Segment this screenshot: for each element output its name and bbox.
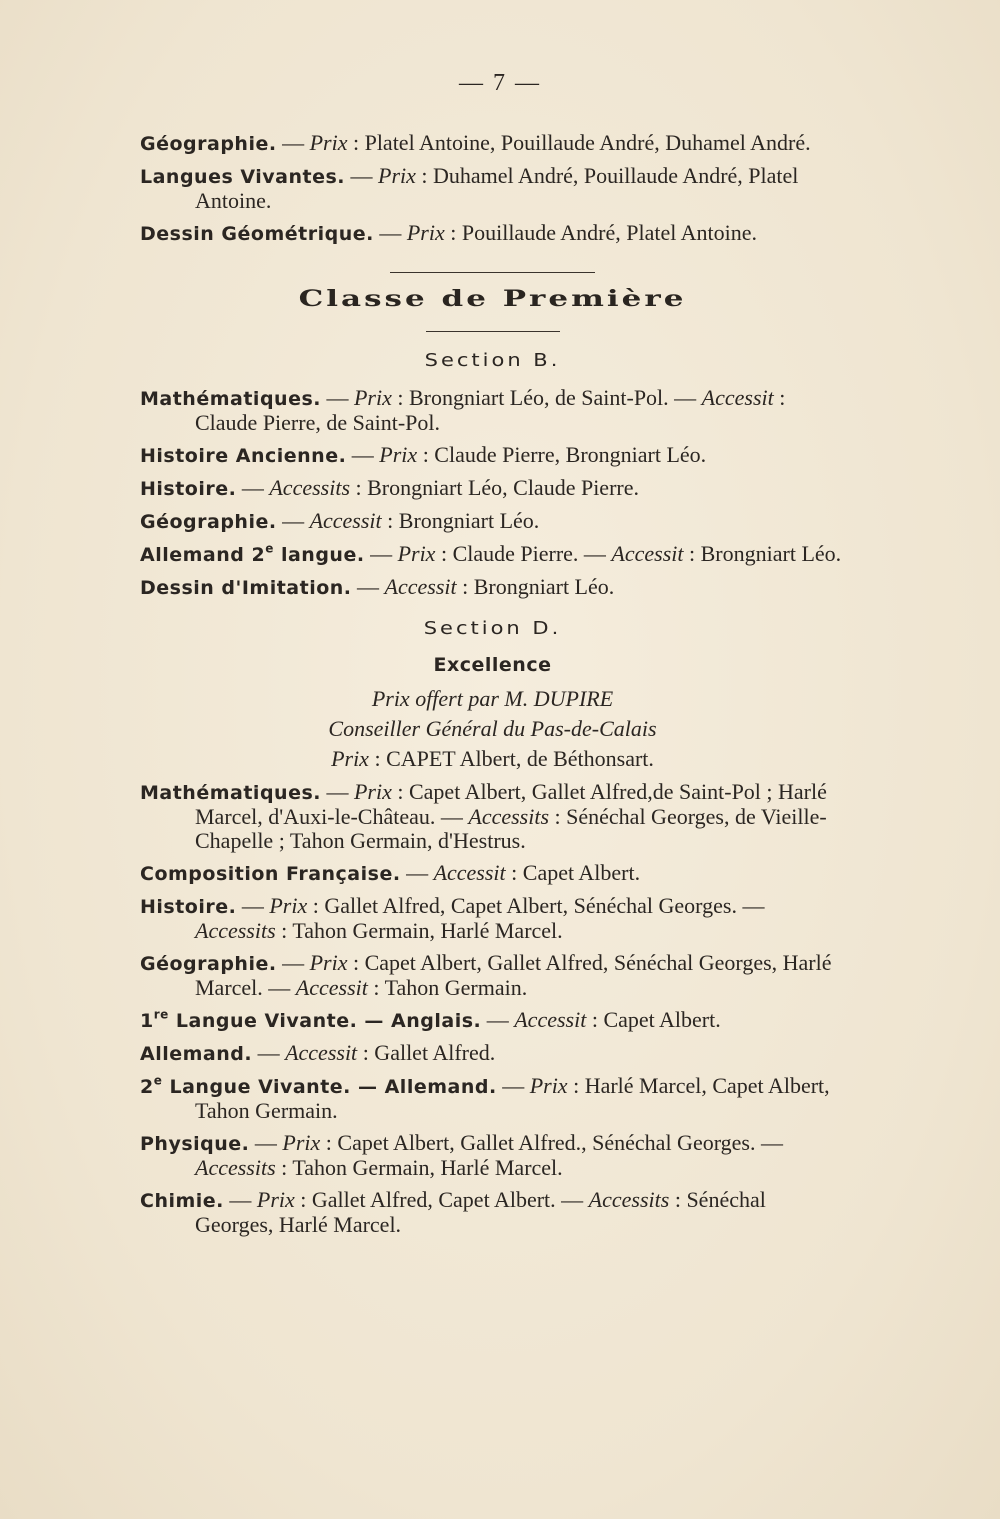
award-text: : Claude Pierre, de Saint-Pol.: [195, 385, 786, 435]
award-label: Prix: [397, 541, 436, 566]
section-d-entries: [140, 780, 845, 1237]
award-text: : Brongniart Léo.: [456, 574, 615, 599]
award-text: : Brongniart Léo, Claude Pierre.: [350, 475, 639, 500]
award-label: Prix: [256, 1187, 295, 1212]
award-text: : Brongniart Léo, de Saint-Pol. —: [391, 385, 702, 410]
prize-winner-text: : CAPET Albert, de Béthonsart.: [368, 746, 654, 771]
subject-name: Langues Vivantes.: [140, 166, 346, 188]
award-label: Prix: [353, 385, 392, 410]
award-text: —: [481, 1007, 515, 1032]
heading-rule-bottom: [426, 331, 560, 332]
subject-name: 2: [140, 1076, 154, 1098]
award-text: —: [249, 1130, 283, 1155]
award-text: —: [252, 1040, 286, 1065]
award-text: —: [276, 508, 310, 533]
award-text: —: [373, 220, 407, 245]
subject-name: Dessin d'Imitation.: [140, 577, 352, 599]
subject-name: Histoire.: [140, 478, 237, 500]
award-text: : Pouillaude André, Platel Antoine.: [444, 220, 757, 245]
award-entry: [140, 1008, 845, 1033]
award-label: Accessit: [701, 385, 774, 410]
section-b-entries: [140, 386, 845, 600]
award-label: Prix: [353, 779, 392, 804]
award-text: : Harlé Marcel, Capet Albert, Tahon Germain.: [195, 1073, 830, 1123]
award-text: : Gallet Alfred, Capet Albert, Sénéchal Georges. —: [307, 893, 765, 918]
award-text: —: [364, 541, 398, 566]
prize-donor-title: Conseiller Général du Pas-de-Calais: [328, 716, 657, 741]
subject-name: 1: [140, 1010, 154, 1032]
award-text: —: [320, 385, 354, 410]
subject-name: Histoire.: [140, 896, 237, 918]
page-number: — 7 —: [459, 70, 541, 96]
section-b-heading: Section B.: [424, 349, 561, 371]
excellence-heading: Excellence: [433, 654, 552, 676]
award-label: Prix: [269, 893, 308, 918]
award-label: Accessit: [514, 1007, 587, 1032]
award-text: : Gallet Alfred, Capet Albert. —: [294, 1187, 589, 1212]
award-text: —: [223, 1187, 257, 1212]
award-label: Accessit: [384, 574, 457, 599]
section-d-heading: Section D.: [423, 617, 562, 639]
award-label: Prix: [309, 950, 348, 975]
subject-name: Géographie.: [140, 133, 277, 155]
subject-name: Géographie.: [140, 953, 277, 975]
award-label: Accessit: [295, 975, 368, 1000]
award-entry: [140, 780, 845, 853]
award-text: —: [400, 860, 434, 885]
award-text: —: [236, 893, 270, 918]
subject-name-rest: langue.: [273, 544, 365, 566]
award-label: Prix: [529, 1073, 568, 1098]
award-text: : Platel Antoine, Pouillaude André, Duhamel André.: [347, 130, 811, 155]
award-text: : Tahon Germain, Harlé Marcel.: [275, 1155, 563, 1180]
subject-name: Mathématiques.: [140, 782, 321, 804]
subject-name: Mathématiques.: [140, 388, 321, 410]
award-label: Accessits: [468, 804, 550, 829]
award-entry: [140, 443, 845, 468]
award-entry: [140, 894, 845, 943]
award-text: : Capet Albert, Gallet Alfred, Sénéchal Georges, Harlé Marcel. —: [195, 950, 832, 1000]
award-label: Accessits: [269, 475, 351, 500]
page-content: [140, 131, 845, 1245]
award-entry: [140, 575, 845, 600]
award-entry: [140, 164, 845, 213]
subject-name: Allemand.: [140, 1043, 253, 1065]
award-text: : Brongniart Léo.: [683, 541, 842, 566]
award-entry: [140, 221, 845, 246]
award-label: Prix: [282, 1130, 321, 1155]
award-text: : Duhamel André, Pouillaude André, Platel Antoine.: [195, 163, 799, 213]
subject-name: Chimie.: [140, 1190, 224, 1212]
award-text: : Claude Pierre, Brongniart Léo.: [417, 442, 707, 467]
subject-superscript: e: [153, 1073, 163, 1088]
award-entry: [140, 1041, 845, 1066]
award-text: : Tahon Germain.: [367, 975, 528, 1000]
prize-winner-line: [140, 744, 845, 774]
class-heading: Classe de Première: [298, 286, 687, 312]
award-label: Accessit: [611, 541, 684, 566]
award-text: —: [345, 163, 379, 188]
award-entry: [140, 1131, 845, 1180]
subject-name-rest: Langue Vivante. — Allemand.: [162, 1076, 497, 1098]
award-label: Accessit: [433, 860, 506, 885]
award-text: —: [320, 779, 354, 804]
award-label: Accessit: [309, 508, 382, 533]
award-text: : Tahon Germain, Harlé Marcel.: [275, 918, 563, 943]
award-text: : Capet Albert, Gallet Alfred., Sénéchal Georges. —: [320, 1130, 783, 1155]
award-text: —: [496, 1073, 530, 1098]
subject-name: Physique.: [140, 1133, 250, 1155]
award-label: Prix: [379, 442, 418, 467]
subject-name: Composition Française.: [140, 863, 401, 885]
subject-name: Géographie.: [140, 511, 277, 533]
award-label: Prix: [406, 220, 445, 245]
award-text: : Capet Albert.: [586, 1007, 721, 1032]
award-entry: [140, 1074, 845, 1123]
award-label: Accessits: [588, 1187, 670, 1212]
award-entry: [140, 509, 845, 534]
award-text: : Sénéchal Georges, de Vieille-Chapelle ; Tahon Germain, d'Hestrus.: [195, 804, 827, 853]
award-text: —: [276, 130, 310, 155]
award-entry: [140, 861, 845, 886]
top-entries: [140, 131, 845, 246]
award-text: : Capet Albert, Gallet Alfred,de Saint-Pol ; Harlé Marcel, d'Auxi-le-Château. —: [195, 779, 827, 829]
subject-superscript: e: [265, 541, 274, 556]
award-entry: [140, 542, 845, 567]
award-text: —: [346, 442, 380, 467]
award-label: Accessits: [195, 918, 276, 943]
subject-name-rest: Langue Vivante. — Anglais.: [168, 1010, 482, 1032]
subject-superscript: re: [153, 1007, 169, 1022]
award-text: : Brongniart Léo.: [381, 508, 540, 533]
award-entry: [140, 476, 845, 501]
award-text: —: [351, 574, 385, 599]
prize-winner-label: Prix: [331, 746, 369, 771]
award-entry: [140, 386, 845, 435]
subject-name: Allemand 2: [140, 544, 266, 566]
award-text: : Claude Pierre. —: [435, 541, 612, 566]
award-text: : Sénéchal Georges, Harlé Marcel.: [195, 1187, 766, 1237]
award-label: Prix: [309, 130, 348, 155]
subject-name: Histoire Ancienne.: [140, 445, 347, 467]
award-label: Prix: [378, 163, 416, 188]
award-text: : Capet Albert.: [505, 860, 641, 885]
award-entry: [140, 1188, 845, 1237]
prize-donor-line: Prix offert par M. DUPIRE: [371, 686, 614, 711]
award-entry: [140, 951, 845, 1000]
award-text: : Gallet Alfred.: [357, 1040, 496, 1065]
subject-name: Dessin Géométrique.: [140, 223, 374, 245]
award-label: Accessit: [285, 1040, 358, 1065]
award-label: Accessits: [195, 1155, 276, 1180]
heading-rule-top: [390, 272, 595, 273]
award-text: —: [276, 950, 310, 975]
award-text: —: [236, 475, 270, 500]
award-entry: [140, 131, 845, 156]
